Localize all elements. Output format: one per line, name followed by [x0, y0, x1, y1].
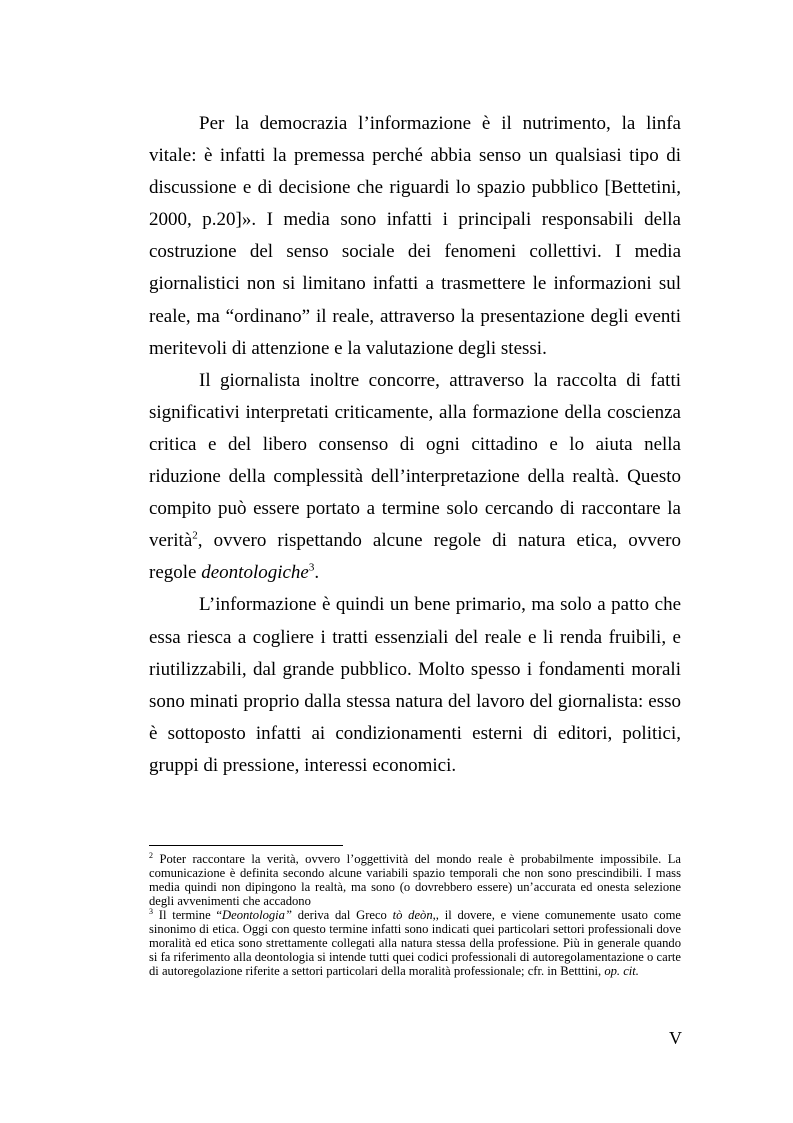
footnote-2-text: Poter raccontare la verità, ovvero l’oggettività del mondo reale è probabilmente impossibile. La comunicazione è definita secondo alcune variabili spazio temporali che non sono prescindibili. I mass media quindi non dipingono la realtà, ma sono (o dovrebbero essere) un’accurata ed onesta selezione degli avvenimenti che accadono [149, 852, 681, 908]
body-text [149, 108, 681, 782]
paragraph-2-text-b: , ovvero rispettando alcune regole di natura etica, ovvero regole [149, 530, 681, 584]
footnote-3-italic-a: Deontologia” [222, 908, 292, 922]
paragraph-3: L’informazione è quindi un bene primario, ma solo a patto che essa riesca a cogliere i tratti essenziali del reale e li renda fruibili, e riutilizzabili, dal grande pubblico. Molto spesso i fondamenti morali sono minati proprio dalla stessa natura del lavoro del giornalista: esso è sottoposto infatti ai condizionamenti esterni di editori, politici, gruppi di pressione, interessi economici. [149, 594, 681, 776]
footnote-2 [149, 852, 681, 908]
page-number: V [669, 1028, 682, 1048]
paragraph-2-end: . [314, 562, 320, 584]
footnote-3 [149, 908, 681, 978]
footnote-2-number: 2 [149, 850, 153, 860]
footnote-ref-3: 3 [308, 561, 315, 574]
footnote-ref-2: 2 [192, 529, 198, 542]
footnote-3-text-c: il dovere, e viene comunemente usato come sinonimo di etica. Oggi con questo termine infatti sono indicati quei particolari settori professionali dove moralità ed etica sono strettamente collegati alla natura stessa della professione. Più in generale quando si fa riferimento alla deontologia si intende tutti quei codici professionali di autoregolamentazione o carte di autoregolazione riferite a settori particolari della moralità professionale; cfr. in Betttini, [149, 908, 681, 978]
paragraph-2-italic: deontologiche [201, 562, 309, 584]
paragraph-2 [149, 365, 681, 590]
footnote-3-italic-c: op. cit. [604, 964, 639, 978]
footnote-3-number: 3 [149, 906, 153, 916]
paragraph-1: Per la democrazia l’informazione è il nutrimento, la linfa vitale: è infatti la premessa perché abbia senso un qualsiasi tipo di discussione e di decisione che riguardi lo spazio pubblico [Bettetini, 2000, p.20]». I media sono infatti i principali responsabili della costruzione del senso sociale dei fenomeni collettivi. I media giornalistici non si limitano infatti a trasmettere le informazioni sul reale, ma “ordinano” il reale, attraverso la presentazione degli eventi meritevoli di attenzione e la valutazione degli stessi. [149, 113, 681, 359]
paragraph-2-text-a: Il giornalista inoltre concorre, attraverso la raccolta di fatti significativi interpretati criticamente, alla formazione della coscienza critica e del libero consenso di ogni cittadino e lo aiuta nella riduzione della complessità dell’interpretazione della realtà. Questo compito può essere portato a termine solo cercando di raccontare la verità [149, 369, 681, 552]
footnote-3-italic-b: tò deòn,, [392, 908, 439, 922]
footnote-3-text-b: deriva dal Greco [291, 908, 393, 922]
footnote-3-text-a: Il termine “ [153, 908, 223, 922]
footnote-separator [149, 845, 343, 846]
footnotes [149, 852, 681, 978]
